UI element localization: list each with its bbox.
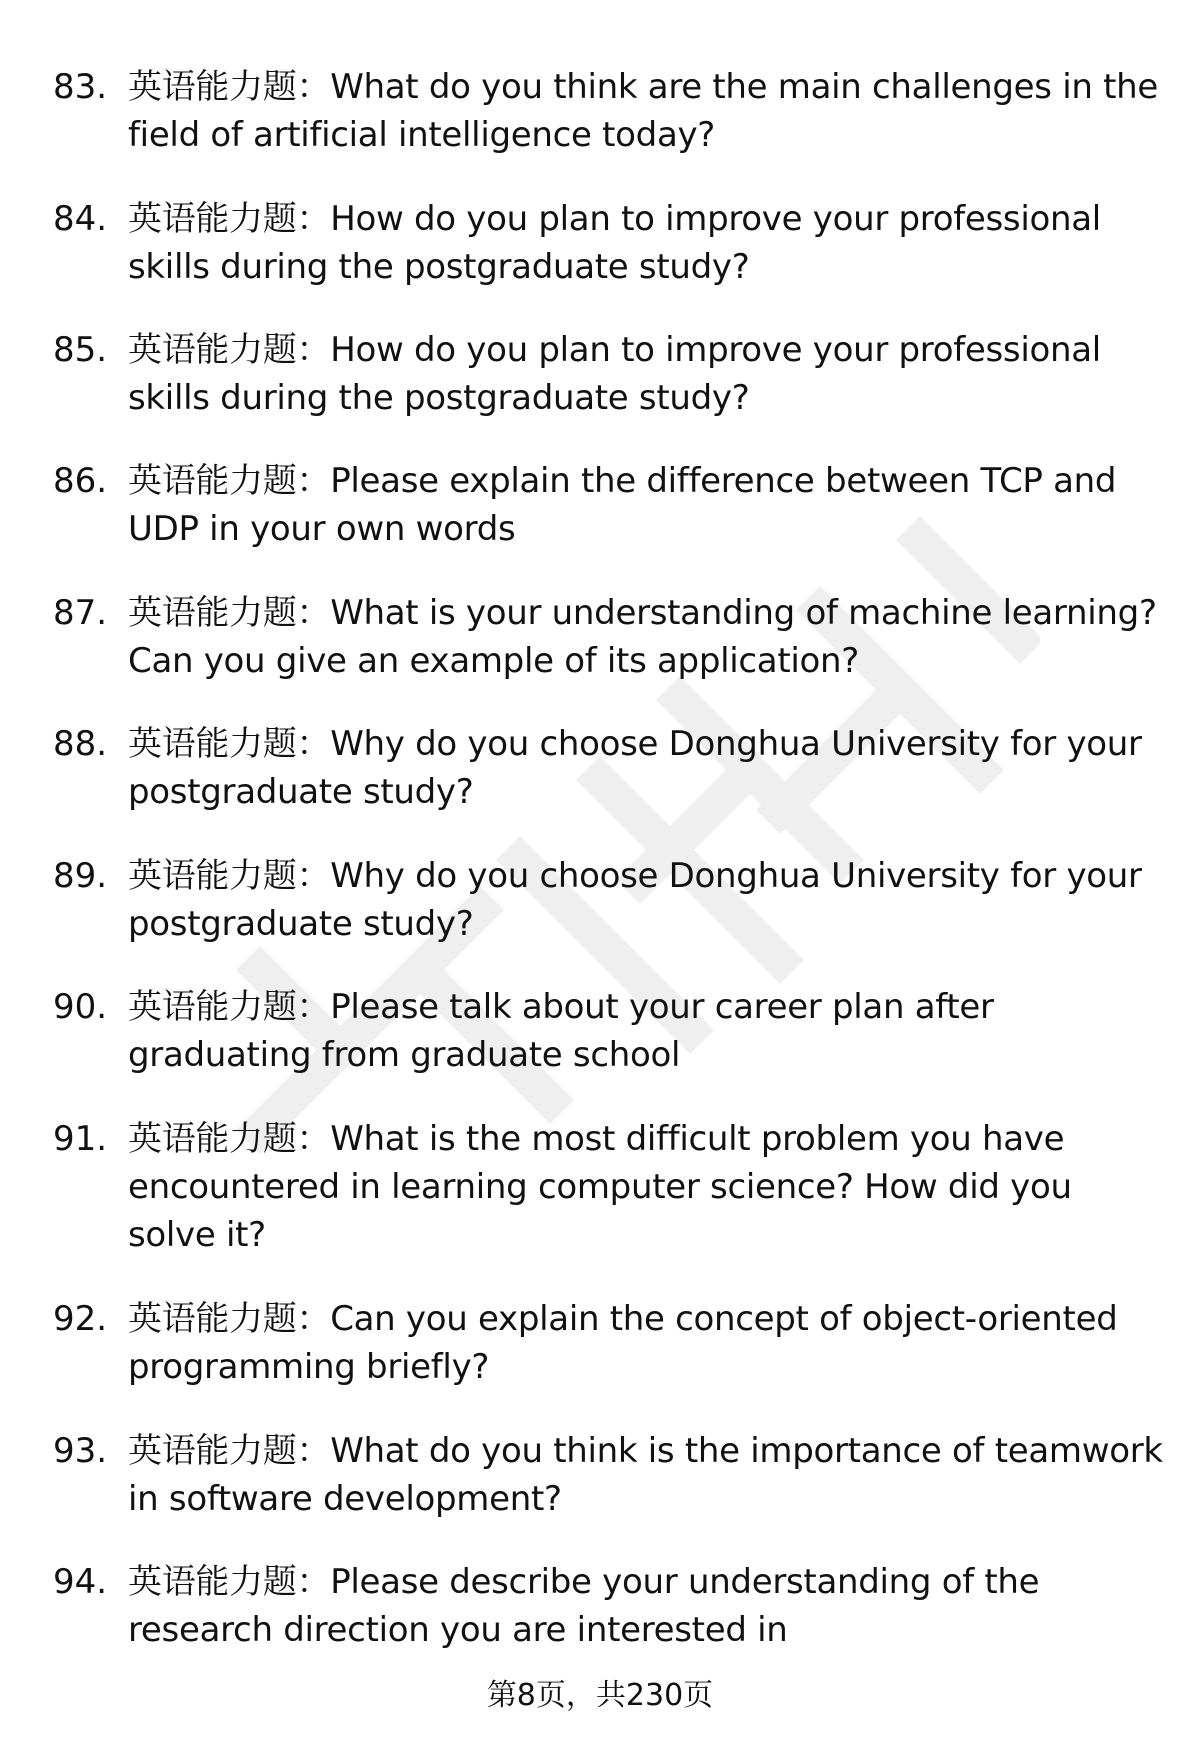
question-text: 英语能力题：What do you think is the importance of teamwork in software development?	[128, 1431, 1163, 1519]
question-number: 91.	[53, 1119, 108, 1159]
question-number: 92.	[53, 1299, 108, 1339]
question-number: 89.	[53, 856, 108, 896]
question-text: 英语能力题：How do you plan to improve your professional skills during the postgraduate study?	[128, 199, 1101, 287]
question-number: 86.	[53, 461, 108, 501]
question-text: 英语能力题：What is the most difficult problem you have encountered in learning computer science? How did you solve it?	[128, 1119, 1072, 1255]
question-text: 英语能力题：Please describe your understanding of the research direction you are interested in	[128, 1562, 1040, 1650]
question-text: 英语能力题：How do you plan to improve your professional skills during the postgraduate study?	[128, 330, 1101, 418]
question-number: 90.	[53, 987, 108, 1027]
question-text: 英语能力题：What do you think are the main challenges in the field of artificial intelligence today?	[128, 67, 1158, 155]
question-number: 93.	[53, 1431, 108, 1471]
question-text: 英语能力题：Please explain the difference between TCP and UDP in your own words	[128, 461, 1117, 549]
question-number: 85.	[53, 330, 108, 370]
question-text: 英语能力题：What is your understanding of machine learning? Can you give an example of its application?	[128, 593, 1157, 681]
question-number: 94.	[53, 1562, 108, 1602]
question-number: 83.	[53, 67, 108, 107]
question-number: 84.	[53, 199, 108, 239]
question-number: 88.	[53, 724, 108, 764]
question-text: 英语能力题：Why do you choose Donghua University for your postgraduate study?	[128, 856, 1142, 944]
question-text: 英语能力题：Please talk about your career plan after graduating from graduate school	[128, 987, 994, 1075]
question-text: 英语能力题：Why do you choose Donghua University for your postgraduate study?	[128, 724, 1142, 812]
page-footer: 第8页，共230页	[486, 1678, 714, 1713]
question-number: 87.	[53, 593, 108, 633]
question-text: 英语能力题：Can you explain the concept of object-oriented programming briefly?	[128, 1299, 1118, 1387]
